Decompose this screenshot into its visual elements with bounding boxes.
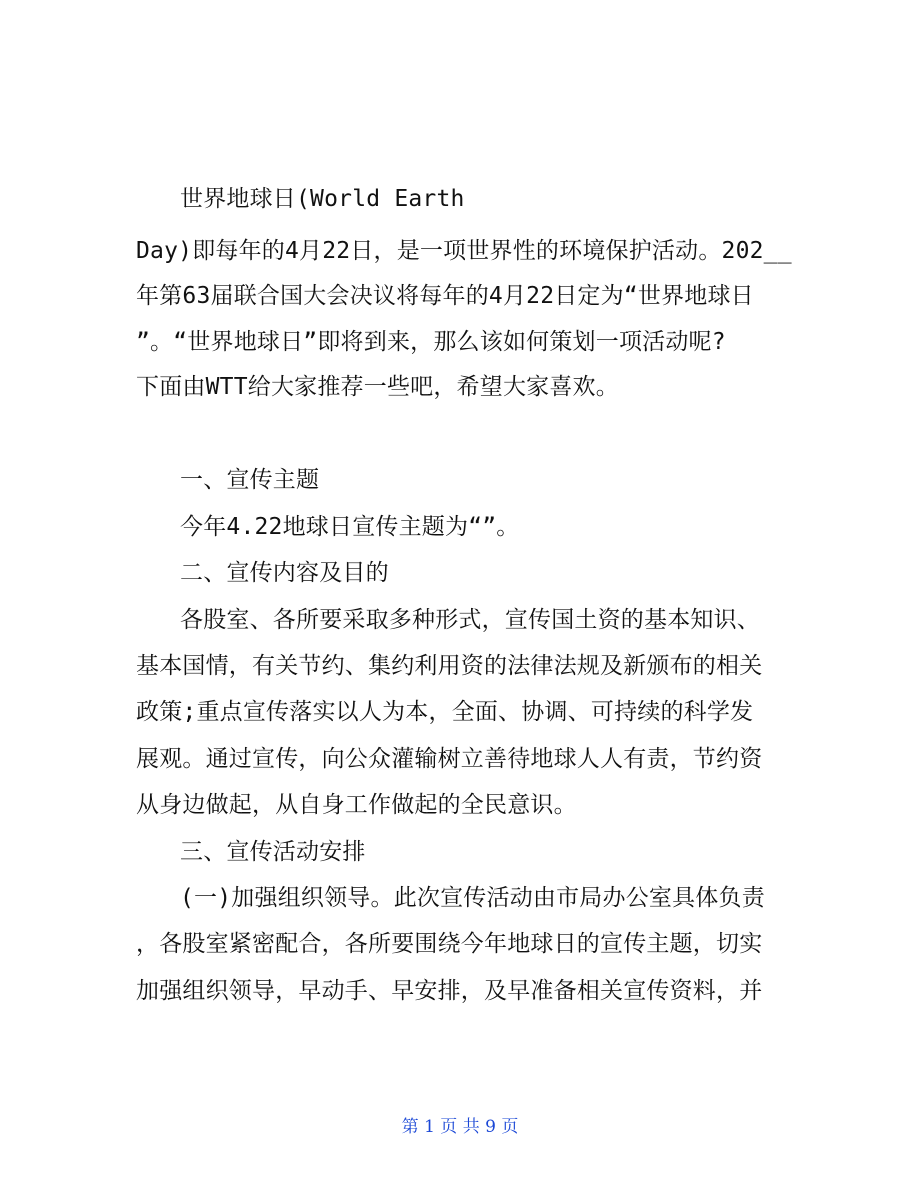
section-2-line-1: 各股室、各所要采取多种形式，宣传国土资的基本知识、 bbox=[180, 607, 760, 633]
intro-line-4: ”。“世界地球日”即将到来，那么该如何策划一项活动呢? bbox=[136, 329, 726, 355]
section-1-line-1: 今年4.22地球日宣传主题为“”。 bbox=[180, 514, 520, 540]
section-2-heading: 二、宣传内容及目的 bbox=[180, 560, 389, 586]
intro-line-2: Day)即每年的4月22日，是一项世界性的环境保护活动。202__ bbox=[136, 238, 792, 264]
section-2-line-2: 基本国情，有关节约、集约利用资的法律法规及新颁布的相关 bbox=[136, 653, 763, 679]
section-3-line-3: 加强组织领导，早动手、早安排，及早准备相关宣传资料，并 bbox=[136, 978, 763, 1004]
section-3-line-2: ，各股室紧密配合，各所要围绕今年地球日的宣传主题，切实 bbox=[136, 931, 763, 957]
section-3-line-1: (一)加强组织领导。此次宣传活动由市局办公室具体负责 bbox=[180, 885, 765, 911]
section-2-line-5: 从身边做起，从自身工作做起的全民意识。 bbox=[136, 792, 577, 818]
section-1-heading: 一、宣传主题 bbox=[180, 467, 320, 493]
intro-line-1: 世界地球日(World Earth bbox=[180, 186, 465, 212]
intro-line-3: 年第63届联合国大会决议将每年的4月22日定为“世界地球日 bbox=[136, 283, 754, 309]
section-3-heading: 三、宣传活动安排 bbox=[180, 839, 366, 865]
section-2-line-3: 政策;重点宣传落实以人为本，全面、协调、可持续的科学发 bbox=[136, 699, 754, 725]
section-2-line-4: 展观。通过宣传，向公众灌输树立善待地球人人有责，节约资 bbox=[136, 746, 763, 772]
page-number-footer: 第 1 页 共 9 页 bbox=[401, 1117, 519, 1137]
intro-line-5: 下面由WTT给大家推荐一些吧，希望大家喜欢。 bbox=[136, 374, 619, 400]
